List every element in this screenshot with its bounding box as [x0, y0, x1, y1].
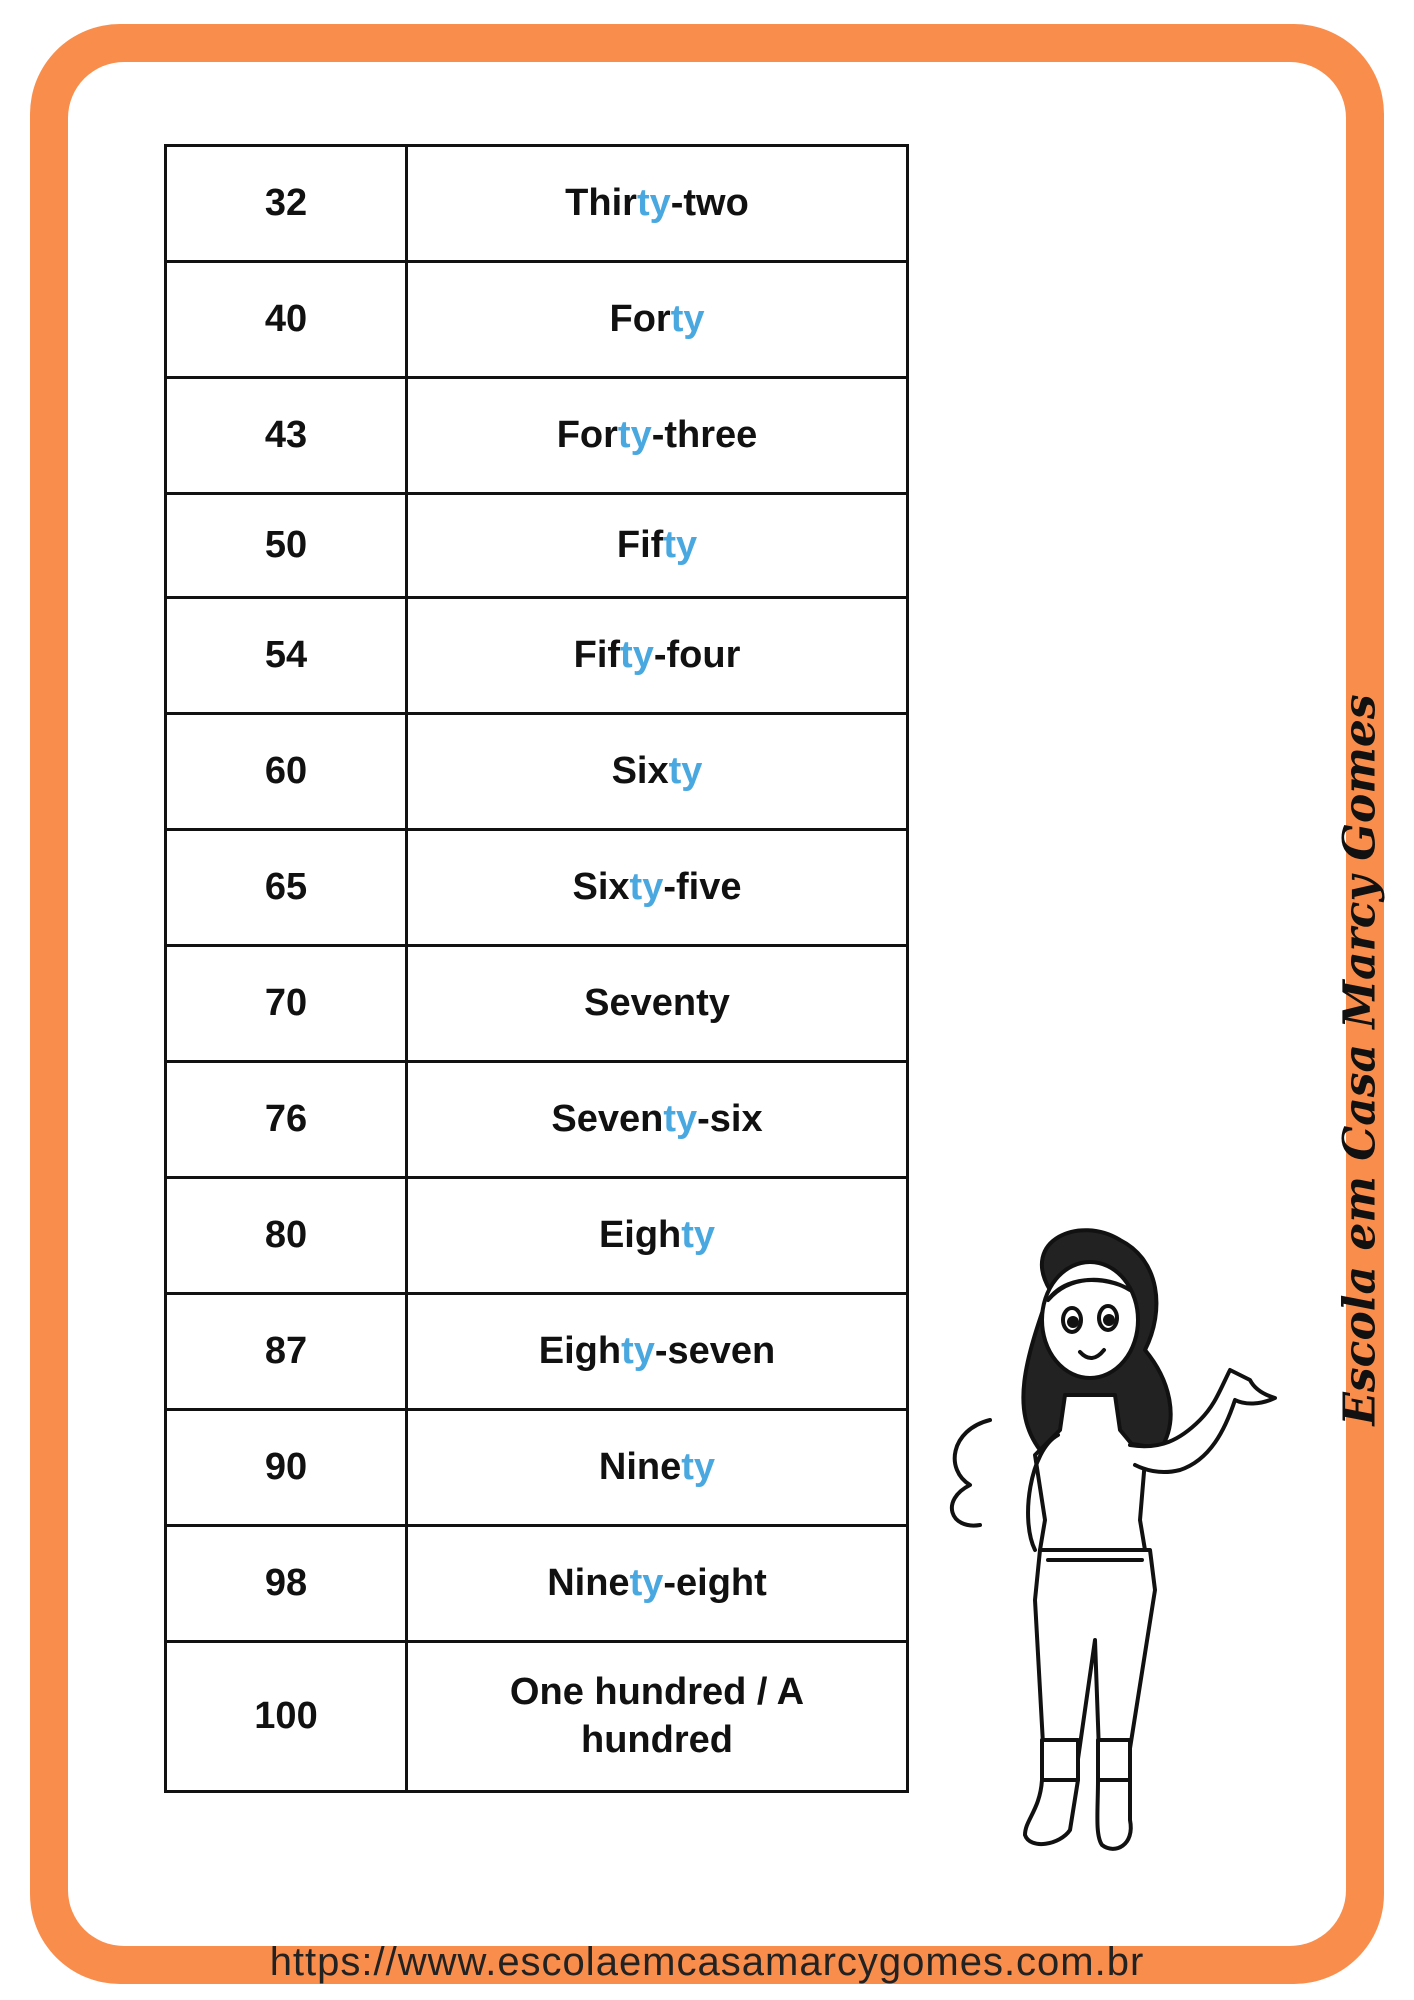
word-stem: Thir: [565, 181, 637, 224]
word-tail: -seven: [654, 1329, 776, 1372]
word-stem: Fif: [616, 523, 664, 566]
table-row: [166, 262, 908, 378]
table-row: [166, 1178, 908, 1294]
word-cell: [407, 598, 908, 714]
word-cell: [407, 714, 908, 830]
table-row: [166, 946, 908, 1062]
word-stem: One hundred / A hundred: [509, 1671, 805, 1761]
word-cell: [407, 262, 908, 378]
word-stem: Seventy: [584, 981, 730, 1024]
word-cell: [407, 494, 908, 598]
word-cell: [407, 146, 908, 262]
word-ty-suffix: ty: [620, 633, 654, 676]
word-stem: Fif: [573, 633, 621, 676]
word-ty-suffix: ty: [663, 523, 698, 566]
word-ty-suffix: ty: [663, 1097, 698, 1140]
table-row: [166, 1294, 908, 1410]
number-cell: 80: [166, 1178, 407, 1294]
word-tail: -six: [697, 1097, 763, 1140]
word-tail: -two: [670, 181, 749, 224]
numbers-table: [164, 144, 909, 1793]
number-cell: 50: [166, 494, 407, 598]
table-row: [166, 830, 908, 946]
word-stem: Nine: [547, 1561, 630, 1604]
word-ty-suffix: ty: [681, 1213, 716, 1256]
number-cell: 54: [166, 598, 407, 714]
table-row: [166, 378, 908, 494]
word-tail: -eight: [663, 1561, 767, 1604]
word-cell: [407, 1410, 908, 1526]
number-cell: 40: [166, 262, 407, 378]
number-cell: 76: [166, 1062, 407, 1178]
number-cell: 32: [166, 146, 407, 262]
word-cell: [407, 1178, 908, 1294]
word-ty-suffix: ty: [621, 1329, 655, 1372]
word-stem: Eigh: [598, 1213, 682, 1256]
word-cell: [407, 378, 908, 494]
number-cell: 100: [166, 1642, 407, 1792]
word-stem: For: [609, 297, 671, 340]
word-ty-suffix: ty: [629, 865, 664, 908]
word-ty-suffix: ty: [617, 413, 652, 456]
table-row: [166, 1410, 908, 1526]
word-stem: For: [556, 413, 618, 456]
word-stem: Eigh: [538, 1329, 622, 1372]
word-tail: -five: [663, 865, 742, 908]
word-cell: [407, 830, 908, 946]
word-stem: Nine: [598, 1445, 682, 1488]
word-cell: [407, 1062, 908, 1178]
word-tail: -three: [651, 413, 758, 456]
word-stem: Six: [572, 865, 630, 908]
number-cell: 65: [166, 830, 407, 946]
word-cell: [407, 1526, 908, 1642]
side-brand-text: Escola em Casa Marcy Gomes: [1334, 694, 1386, 1426]
word-stem: Six: [611, 749, 669, 792]
word-ty-suffix: ty: [629, 1561, 664, 1604]
footer-url-link[interactable]: https://www.escolaemcasamarcygomes.com.br: [269, 1940, 1145, 1984]
girl-illustration-icon: [930, 1220, 1310, 1860]
number-cell: 60: [166, 714, 407, 830]
number-cell: 90: [166, 1410, 407, 1526]
word-ty-suffix: ty: [681, 1445, 716, 1488]
word-cell: [407, 946, 908, 1062]
number-cell: 70: [166, 946, 407, 1062]
table-row: [166, 598, 908, 714]
table-row: [166, 494, 908, 598]
table-row: [166, 1642, 908, 1792]
number-cell: 43: [166, 378, 407, 494]
word-cell: [407, 1642, 908, 1792]
word-ty-suffix: ty: [668, 749, 703, 792]
table-row: [166, 714, 908, 830]
number-cell: 98: [166, 1526, 407, 1642]
table-row: [166, 1062, 908, 1178]
table-row: [166, 146, 908, 262]
word-ty-suffix: ty: [636, 181, 671, 224]
number-cell: 87: [166, 1294, 407, 1410]
word-stem: Seven: [551, 1097, 664, 1140]
word-tail: -four: [653, 633, 741, 676]
word-cell: [407, 1294, 908, 1410]
word-ty-suffix: ty: [670, 297, 705, 340]
table-row: [166, 1526, 908, 1642]
